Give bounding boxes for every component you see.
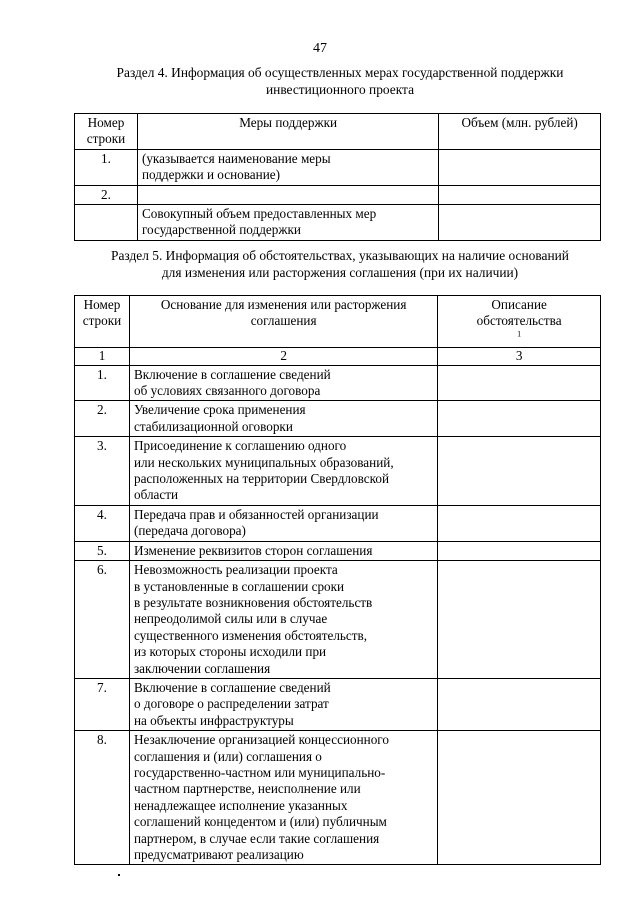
table-row [75, 365, 601, 401]
row-number [75, 205, 138, 241]
row-text-line: Увеличение срока применения [133, 402, 306, 418]
section5-header-basis: Основание для изменения или расторжения соглашения [129, 296, 437, 348]
row-value [439, 185, 601, 204]
row-text-line: Присоединение к соглашению одного [133, 438, 347, 454]
row-text-line: партнером, в случае если такие соглашения [133, 830, 380, 846]
row-text-line: о договоре о распределении затрат [133, 696, 329, 712]
section4-title [70, 64, 610, 98]
row-text-line: заключении соглашения [133, 660, 271, 676]
table-row [75, 185, 601, 204]
section5-title-line: Раздел 5. Информация об обстоятельствах, указывающих на наличие оснований [111, 248, 569, 263]
row-description [438, 731, 601, 865]
row-text-line: Включение в соглашение сведений [133, 679, 331, 695]
row-description [438, 401, 601, 437]
row-number: 1. [75, 365, 130, 401]
section4-header-volume: Объем (млн. рублей) [439, 114, 601, 150]
table-row [75, 205, 601, 241]
row-text-line: государственно-частном или муниципально- [133, 764, 386, 780]
row-text-line: или нескольких муниципальных образований, [133, 454, 394, 470]
row-text-line: на объекты инфраструктуры [133, 712, 294, 728]
row-text [129, 731, 437, 865]
row-text-line: расположенных на территории Свердловской [133, 471, 389, 487]
section5-title [70, 247, 610, 281]
row-text [129, 561, 437, 679]
table-row [75, 541, 601, 560]
section5-table [74, 295, 601, 865]
row-text-line: Изменение реквизитов сторон соглашения [133, 542, 373, 558]
section5-header-description: Описание обстоятельства $^1$ [438, 296, 601, 348]
row-text [137, 185, 438, 204]
row-text-line: области [133, 487, 179, 503]
row-number: 3. [75, 437, 130, 506]
row-number: 1. [75, 149, 138, 185]
row-text-line: Незаключение организацией концессионного [133, 732, 389, 748]
section4-header-num: Номер строки [75, 114, 138, 150]
section4-header-row [75, 114, 601, 150]
column-number: 2 [129, 348, 437, 365]
table-row [75, 731, 601, 865]
column-number-row [75, 348, 601, 365]
row-text-line: из которых стороны исходили при [133, 644, 327, 660]
row-text: (указывается наименование меры поддержки и основание) [137, 149, 438, 185]
column-number: 1 [75, 348, 130, 365]
table-row [75, 401, 601, 437]
row-number: 2. [75, 185, 138, 204]
row-text-line: об условиях связанного договора [133, 383, 321, 399]
row-text-line: частном партнерстве, неисполнение или [133, 781, 361, 797]
row-text-line: (передача договора) [133, 523, 246, 539]
table-row [75, 678, 601, 730]
row-text [129, 505, 437, 541]
row-value [439, 149, 601, 185]
row-text-line: непреодолимой силы или в случае [133, 611, 328, 627]
row-description [438, 541, 601, 560]
table-row [75, 149, 601, 185]
section4-title-line: Раздел 4. Информация об осуществленных мерах государственной поддержки [116, 65, 564, 80]
row-text-line: соглашения и (или) соглашения о [133, 748, 322, 764]
section4-table [74, 113, 601, 241]
row-value [439, 205, 601, 241]
column-number: 3 [438, 348, 601, 365]
row-text-line: предусматривают реализацию [133, 847, 304, 862]
page-number: 47 [313, 41, 327, 56]
table-row [75, 561, 601, 679]
row-text-line: Включение в соглашение сведений [133, 366, 331, 382]
row-number: 5. [75, 541, 130, 560]
row-description [438, 561, 601, 679]
row-text-line: в установленные в соглашении сроки [133, 578, 345, 594]
row-text [129, 437, 437, 506]
row-description [438, 365, 601, 401]
row-text-line: соглашений концедентом и (или) публичным [133, 814, 387, 830]
section5-header-row [75, 296, 601, 348]
row-number: 2. [75, 401, 130, 437]
row-number: 7. [75, 678, 130, 730]
section4-title-line: инвестиционного проекта [265, 82, 415, 97]
row-description [438, 678, 601, 730]
row-text-line: Передача прав и обязанностей организации [133, 506, 379, 522]
row-description [438, 505, 601, 541]
row-text [129, 678, 437, 730]
row-text-line: в результате возникновения обстоятельств [133, 594, 373, 610]
row-description [438, 437, 601, 506]
section5-header-num: Номер строки [75, 296, 130, 348]
row-number: 8. [75, 731, 130, 865]
section5-title-line: для изменения или расторжения соглашения (при их наличии) [161, 265, 519, 280]
row-text-line: Невозможность реализации проекта [133, 562, 338, 578]
table-row [75, 437, 601, 506]
scan-speck [118, 874, 120, 876]
row-number: 6. [75, 561, 130, 679]
row-text-line: стабилизационной оговорки [133, 418, 293, 434]
row-text [129, 401, 437, 437]
row-text [129, 541, 437, 560]
table-row [75, 505, 601, 541]
row-text: Совокупный объем предоставленных мер государственной поддержки [137, 205, 438, 241]
row-text-line: ненадлежащее исполнение указанных [133, 797, 348, 813]
row-text-line: существенного изменения обстоятельств, [133, 627, 368, 643]
row-number: 4. [75, 505, 130, 541]
section4-header-measures: Меры поддержки [137, 114, 438, 150]
footnote-marker: 1 [517, 329, 522, 339]
row-text [129, 365, 437, 401]
